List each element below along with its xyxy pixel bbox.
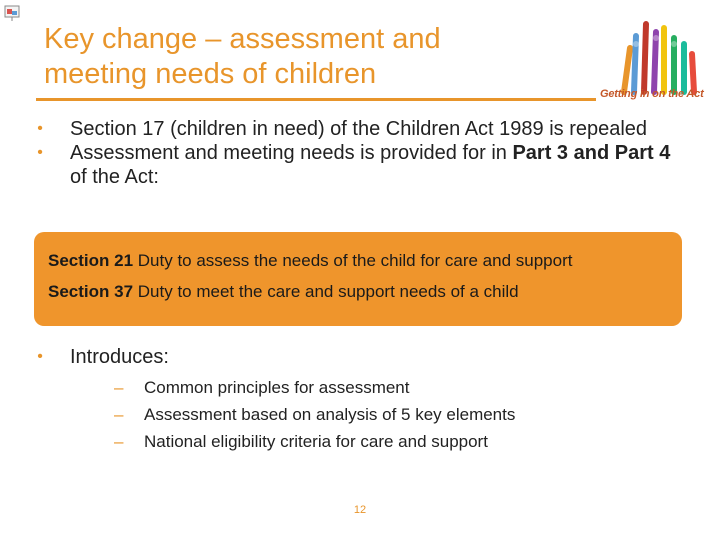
sub-item-text: Assessment based on analysis of 5 key elements [144,405,516,424]
presentation-icon [2,2,24,24]
section-37-text: Duty to meet the care and support needs of a child [133,282,519,301]
logo-caption: Getting in on the Act [600,88,704,100]
bullet-list [30,117,690,189]
introduces-list [30,344,690,455]
dash-icon: – [114,405,124,424]
part-4-label: and Part 4 [573,142,671,164]
sub-list-item [70,428,690,455]
introduces-label: Introduces: [70,346,169,368]
bullet-text-suffix: of the Act: [70,166,159,188]
list-item [30,117,690,141]
bullet-icon: • [37,120,43,137]
title-line-2: meeting needs of children [44,58,377,90]
sections-callout [34,232,682,326]
bullet-icon: • [37,348,43,365]
page-title [44,22,604,92]
sub-list [70,374,690,455]
section-37-label: Section 37 [48,282,134,301]
section-21-text: Duty to assess the needs of the child for care and support [133,251,573,270]
dash-icon: – [114,378,124,397]
dash-icon: – [114,432,124,451]
part-3-label: Part 3 [512,142,569,164]
sub-item-text: National eligibility criteria for care and support [144,432,488,451]
bullet-icon: • [37,144,43,161]
bullet-text-prefix: Assessment and meeting needs is provided for in [70,142,513,164]
section-21-label: Section 21 [48,251,134,270]
bullet-text: Section 17 (children in need) of the Children Act 1989 is repealed [70,118,648,140]
sub-list-item [70,374,690,401]
section-37-line [48,281,519,303]
title-underline [36,98,596,101]
list-item [30,141,690,189]
sub-list-item [70,401,690,428]
section-21-line [48,250,572,272]
sub-item-text: Common principles for assessment [144,378,410,397]
list-item [30,344,690,455]
title-line-1: Key change – assessment and [44,23,441,55]
page-number: 12 [353,504,367,516]
